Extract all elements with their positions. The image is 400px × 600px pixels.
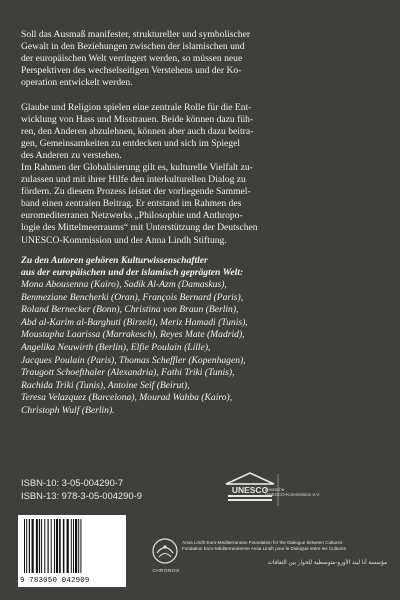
barcode-digits: 9 783050 042909 [20, 577, 90, 585]
barcode-bar [39, 519, 40, 573]
barcode-bar [29, 519, 30, 573]
authors-list: Mona Abousenna (Kairo), Sadik Al-Azm (Damaskus), Benmeziane Bencherki (Oran), François Bernard (Paris), Roland Bernecker (Bonn), Christina von Braun (Berlin), Abd al-Karim al-Barghuti (Birzeit), Meriz Hamadi (Tunis), Moustapha Laarissa (Marrakesch), Reyes Mate (Madrid), Angelika Neuwirth (Berlin), Elfie Poulain (Lille), Jacques Poulain (Paris), Thomas Scheffler (Kopenhagen), Traugott Schoefthaler (Alexandria), Fathi Triki (Tunis), Rachida Triki (Tunis), Antoine Seif (Beirut), Teresa Velazquez (Barcelona), Mourad Wahba (Kairo), Christoph Wulf (Berlin). [21, 279, 248, 416]
barcode-bar [73, 519, 74, 573]
blurb-paragraph-2: Glaube und Religion spielen eine zentrale Rolle für die Ent- wicklung von Hass und Misstrauen. Beide können dazu füh- ren, den Anderen abzulehnen, können aber auch dazu beitra- gen, Gemeinsamkeiten zu entdecken und sich im Spiegel des Anderen zu verstehen. [21, 102, 254, 162]
blurb-paragraph-3: Im Rahmen der Globalisierung gilt es, kulturelle Vielfalt zu- zulassen und mit ihrer Hilfe den interkulturellen Dialog zu fördern. Zu diesem Prozess leistet der vorliegende Sammel- band einen zentralen Beitrag. Er entstand im Rahmen des euromediterranen Netzwerks „Philosophie und Anthropo- logie des Mittelmeerraums“ mit Unterstützung der Deutschen UNESCO-Kommission und der Anna Lindh Stiftung. [21, 162, 258, 246]
barcode-bar [56, 519, 58, 573]
barcode-bars-icon [18, 515, 126, 577]
unesco-wordmark: UNESCO [231, 485, 269, 495]
barcode-bar [36, 519, 38, 573]
isbn-13: ISBN-13: 978-3-05-004290-9 [21, 490, 142, 501]
anna-lindh-logo-icon [150, 536, 180, 566]
barcode-bar [51, 519, 52, 573]
blurb-paragraph-1: Soll das Ausmaß manifester, struktureller und symbolischer Gewalt in den Beziehungen zwischen der islamischen und der europäischen Welt verringert werden, so müssen neue Perspektiven des wechselseitigen Verstehens und der Ko- operation entwickelt werden. [21, 29, 251, 89]
barcode-bar [26, 519, 27, 573]
anna-lindh-foundation-arabic: مؤسسة أنا ليند الأورو-متوسطية للحوار بين الثقافات [267, 560, 387, 566]
barcode-bar [75, 519, 77, 573]
barcode-bar [41, 519, 42, 573]
barcode-bar [63, 519, 65, 573]
barcode-bar [80, 519, 81, 573]
barcode-bar [48, 519, 49, 573]
unesco-commission-label: Deutsche UNESCO-Kommission e.V. [265, 487, 321, 498]
barcode-bar [24, 519, 25, 573]
isbn-barcode [18, 515, 126, 587]
barcode-bar [44, 519, 45, 573]
barcode-bar [59, 519, 61, 573]
chronos-label: CHRONOS [152, 569, 180, 574]
barcode-bar [71, 519, 72, 573]
barcode-bar [78, 519, 79, 573]
authors-heading: Zu den Autoren gehören Kulturwissenschaftler aus der europäischen und der islamisch geprägten Welt: [21, 255, 244, 279]
barcode-bar [54, 519, 55, 573]
anna-lindh-foundation-text: Anna Lindh Euro-Mediterranean Foundation for the Dialogue between Cultures Fondation Euro-Méditerranéenne Anna Lindh pour le Dialogue entre les Cultures [182, 540, 346, 551]
barcode-bar [32, 519, 34, 573]
barcode-bar [67, 519, 69, 573]
isbn-10: ISBN-10: 3-05-004290-7 [21, 477, 124, 488]
